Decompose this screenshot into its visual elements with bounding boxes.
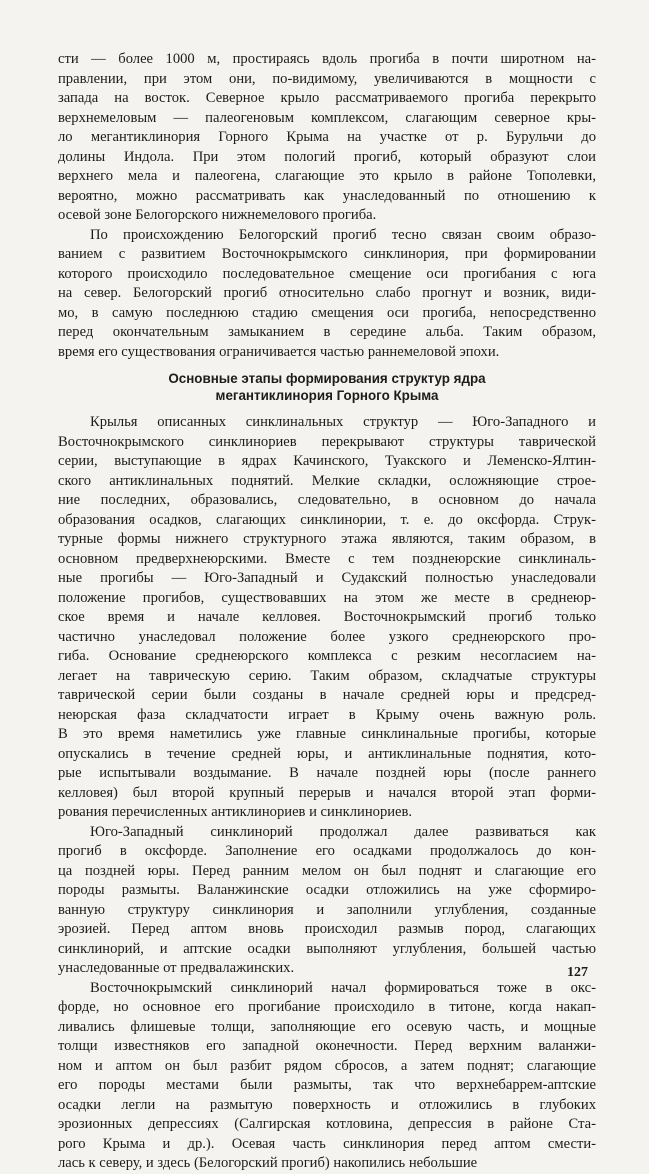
text-line: таврической серии были созданы в начале средней юры и предсред- xyxy=(58,687,596,703)
text-line: вероятно, можно рассматривать как унаследованный по отношению к xyxy=(58,187,596,204)
paragraph xyxy=(58,413,596,823)
text-line: серии, выступающие в ядрах Качинского, Туакского и Леменско-Ялтин- xyxy=(58,453,596,469)
paragraph xyxy=(58,50,596,226)
text-block-bottom xyxy=(58,413,596,1174)
text-line: синклинорий, и аптские осадки выполняют углубления, большей частью xyxy=(58,940,596,957)
text-line: ние последних, образовались, следовательно, в основном до начала xyxy=(58,492,596,508)
text-line: ные прогибы — Юго-Западный и Судакский полностью унаследовали xyxy=(58,570,596,586)
text-line: породы размыты. Валанжинские осадки отложились на уже сформиро- xyxy=(58,882,596,898)
text-line: сти — более 1000 м, простираясь вдоль прогиба в почти широтном на- xyxy=(58,51,596,67)
text-line: частично унаследовал положение более узкого среднеюрского про- xyxy=(58,628,596,645)
text-line: турные формы нижнего структурного этажа являются, таким образом, в xyxy=(58,531,596,547)
text-line: перед окончательным замыканием в середине альба. Таким образом, xyxy=(58,324,596,340)
text-line: лась к северу, и здесь (Белогорский прогиб) накопились небольшие xyxy=(58,1155,478,1171)
text-line: которого происходило последовательное смещение оси прогибания с юга xyxy=(58,265,596,282)
text-line: эрозией. Перед аптом вновь происходил размыв пород, слагающих xyxy=(58,921,596,937)
text-line: Юго-Западный синклинорий продолжал далее развиваться как xyxy=(90,823,596,840)
text-line: гиба. Основание среднеюрского комплекса с резким несогласием на- xyxy=(58,648,596,664)
page-number: 127 xyxy=(567,965,588,980)
section-heading-line-1: Основные этапы формирования структур ядра xyxy=(168,371,486,386)
text-line: рые испытывали воздымание. В начале поздней юры (после раннего xyxy=(58,765,596,781)
text-line: ское время и начале келловея. Восточнокрымский прогиб только xyxy=(58,609,596,625)
section-heading xyxy=(58,370,596,404)
text-line: положение прогибов, существовавших на этом же месте в среднеюр- xyxy=(58,589,596,606)
section-heading-line-2: мегантиклинория Горного Крыма xyxy=(215,388,439,403)
text-line: ванную структуру синклинория и заполнили углубления, созданные xyxy=(58,901,596,918)
text-line: ского антиклинальных поднятий. Мелкие складки, осложняющие строе- xyxy=(58,472,596,489)
text-line: келловея) был второй крупный перерыв и начался второй этап форми- xyxy=(58,784,596,801)
text-line: Восточнокрымского синклинориев перекрывают структуры таврической xyxy=(58,433,596,450)
paragraph xyxy=(58,979,596,1174)
text-line: рого Крыма и др.). Осевая часть синклинория перед аптом смести- xyxy=(58,1135,596,1152)
text-line: форде, но основное его прогибание происходило в титоне, когда накап- xyxy=(58,999,596,1015)
text-line: верхнемеловым — палеогеновым комплексом, слагающим северное кры- xyxy=(58,109,596,126)
text-line: запада на восток. Северное крыло рассматриваемого прогиба перекрыто xyxy=(58,90,596,106)
text-line: долины Индола. При этом пологий прогиб, который образуют слои xyxy=(58,148,596,165)
text-line: В это время наметились уже главные синклинальные прогибы, которые xyxy=(58,726,596,742)
text-line: время его существования ограничивается частью раннемеловой эпохи. xyxy=(58,343,500,360)
text-line: неюрская фаза складчатости играет в Крыму очень важную роль. xyxy=(58,706,596,723)
text-line: основном предверхнеюрскими. Вместе с тем позднеюрские синклиналь- xyxy=(58,550,596,567)
text-line: ном и аптом он был разбит рядом сбросов, а затем поднят; слагающие xyxy=(58,1057,596,1074)
text-line: его породы местами были размыты, так что верхнебаррем-аптские xyxy=(58,1077,596,1093)
text-block-top xyxy=(58,50,596,362)
text-line: опускались в течение средней юры, и антиклинальные поднятия, кото- xyxy=(58,745,596,762)
text-line: верхнего мела и палеогена, слагающие это крыло в районе Тополевки, xyxy=(58,168,596,184)
text-line: на север. Белогорский прогиб относительно слабо прогнут и возник, види- xyxy=(58,285,596,301)
paragraph xyxy=(58,226,596,363)
text-line: ливались флишевые толщи, заполняющие его осевую часть, и мощные xyxy=(58,1018,596,1035)
text-line: толщи известняков его западной оконечности. Перед верхним валанжи- xyxy=(58,1038,596,1054)
text-line: ванием с развитием Восточнокрымского синклинория, при формировании xyxy=(58,246,596,262)
text-line: осевой зоне Белогорского нижнемелового прогиба. xyxy=(58,207,377,223)
text-line: прогиб в оксфорде. Заполнение его осадками продолжалось до кон- xyxy=(58,843,596,859)
text-line: ло мегантиклинория Горного Крыма на участке от р. Бурульчи до xyxy=(58,129,596,145)
text-line: легает на таврическую серию. Таким образом, складчатые структуры xyxy=(58,667,596,684)
text-line: образования осадков, слагающих синклинории, т. е. до оксфорда. Струк- xyxy=(58,511,596,528)
text-line: Восточнокрымский синклинорий начал формироваться тоже в окс- xyxy=(90,979,596,996)
text-line: Крылья описанных синклинальных структур — Юго-Западного и xyxy=(90,414,596,430)
text-line: правлении, при этом они, по-видимому, увеличиваются в мощности с xyxy=(58,70,596,87)
text-line: унаследованные от предвалажинских. xyxy=(58,960,295,976)
text-line: рования перечисленных антиклинориев и синклинориев. xyxy=(58,804,413,820)
text-line: осадки легли на размытую поверхность и отложились в глубоких xyxy=(58,1096,596,1113)
page-body xyxy=(58,50,596,1174)
text-line: ца поздней юры. Перед ранним мелом он был поднят и слагающие его xyxy=(58,862,596,879)
text-line: эрозионных депрессиях (Салгирская котловина, депрессия в районе Ста- xyxy=(58,1116,596,1132)
paragraph xyxy=(58,823,596,979)
text-line: мо, в самую последнюю стадию смещения оси прогиба, непосредственно xyxy=(58,304,596,321)
text-line: По происхождению Белогорский прогиб тесно связан своим образо- xyxy=(90,226,596,243)
